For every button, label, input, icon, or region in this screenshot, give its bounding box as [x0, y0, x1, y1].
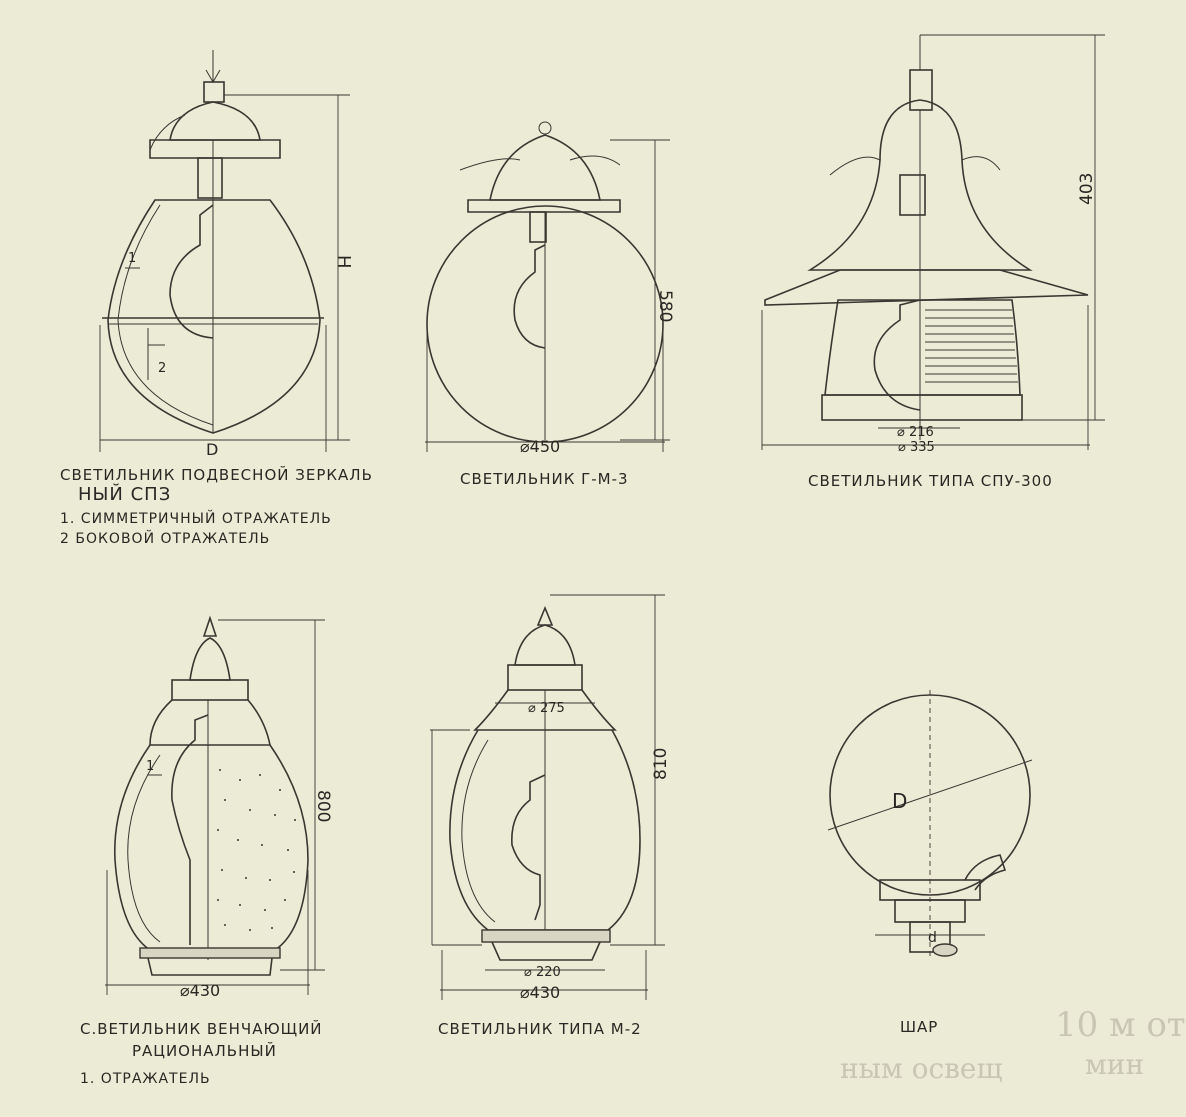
frosted-glass-dots	[217, 769, 296, 931]
caption-shar: ШАР	[900, 1018, 939, 1036]
ribs	[925, 310, 1018, 382]
dim-width: ⌀430	[520, 983, 561, 1002]
dim-height: H	[333, 255, 354, 269]
dim-neck: d	[928, 930, 937, 946]
dim-outer: ⌀ 335	[898, 440, 935, 455]
lamp-spu300-drawing	[762, 35, 1105, 455]
lamp-shar-drawing	[828, 690, 1032, 960]
dim-height: 403	[1077, 172, 1097, 205]
caption-m2: СВЕТИЛЬНИК ТИПА М-2	[438, 1020, 642, 1038]
callout-2: 2	[158, 361, 167, 376]
callout-1: 1	[128, 251, 137, 266]
lamp-tm3-drawing	[425, 122, 675, 456]
dim-height: 580	[655, 290, 675, 323]
note-spz-2: 2 БОКОВОЙ ОТРАЖАТЕЛЬ	[60, 531, 271, 547]
dim-base: ⌀ 220	[524, 965, 561, 980]
dim-height: 800	[313, 790, 333, 823]
dim-top: ⌀ 275	[528, 701, 565, 716]
caption-spu300: СВЕТИЛЬНИК ТИПА СПУ-300	[808, 472, 1053, 490]
caption-vench-line2: РАЦИОНАЛЬНЫЙ	[132, 1042, 277, 1060]
lamp-m2-drawing	[430, 595, 671, 1002]
bleed-through-text: 10 м от	[1055, 1005, 1186, 1045]
dim-height: 810	[651, 747, 671, 780]
dim-width: ⌀430	[180, 981, 221, 1000]
note-spz-1: 1. СИММЕТРИЧНЫЙ ОТРАЖАТЕЛЬ	[60, 511, 332, 527]
dim-width: ⌀450	[520, 437, 561, 456]
callout-1: 1	[146, 759, 155, 774]
caption-spz-line2: НЫЙ СПЗ	[78, 484, 172, 505]
note-vench-1: 1. ОТРАЖАТЕЛЬ	[80, 1071, 211, 1087]
lamp-spz-drawing	[100, 50, 354, 459]
caption-vench-line1: С.ВЕТИЛЬНИК ВЕНЧАЮЩИЙ	[80, 1020, 323, 1038]
dim-inner: ⌀ 216	[897, 425, 934, 440]
dim-width: D	[206, 440, 219, 459]
dim-diameter: D	[892, 789, 908, 813]
bleed-through-text: ным освещ	[840, 1052, 1003, 1085]
lamp-vench-drawing	[105, 618, 333, 1000]
caption-spz-line1: СВЕТИЛЬНИК ПОДВЕСНОЙ ЗЕРКАЛЬ	[60, 466, 373, 484]
bleed-through-text: мин	[1085, 1048, 1145, 1081]
caption-tm3: СВЕТИЛЬНИК Г-М-3	[460, 470, 629, 488]
